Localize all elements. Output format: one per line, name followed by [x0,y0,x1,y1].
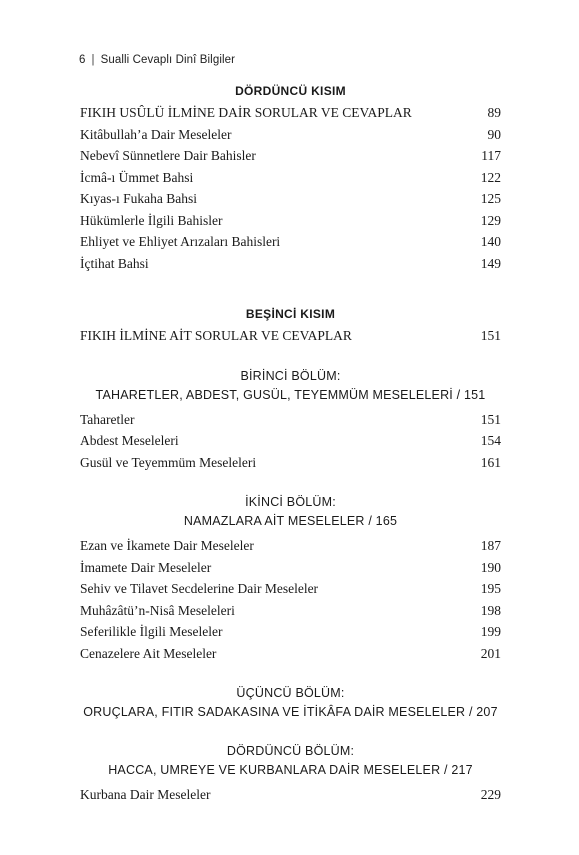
toc-entry-title: İçtihat Bahsi [80,255,149,271]
dot-leader [181,434,479,446]
toc-entry-page: 195 [480,581,501,596]
toc-entry-title: Cenazelere Ait Meseleler [80,645,217,661]
toc-entry-page: 151 [480,328,501,343]
toc-entry-title: Seferilikle İlgili Meseleler [80,624,223,639]
toc-entry-page: 89 [487,105,501,120]
toc-entry-page: 149 [480,255,501,271]
dot-leader [414,106,486,118]
toc-entry-title: Ezan ve İkamete Dair Meseleler [80,538,254,553]
dot-leader [137,413,479,425]
chapter-label-ucuncu-bolum: ÜÇÜNCÜ BÖLÜM: [236,686,345,700]
toc-entry-title: İmamete Dair Meseleler [80,559,212,575]
toc-entry-title: Ehliyet ve Ehliyet Arızaları Bahisleri [80,234,281,249]
toc-entry-page: 129 [480,212,501,228]
dot-leader [258,149,479,161]
table-of-contents [80,80,501,806]
running-head-separator: | [91,54,95,66]
chapter-label-dorduncu-bolum: DÖRDÜNCÜ BÖLÜM: [226,744,355,758]
toc-entry-page: 117 [481,148,501,163]
toc-entry [80,167,501,189]
dot-leader [354,329,479,341]
toc-entry-title: Kitâbullah’a Dair Meseleler [80,126,232,142]
chapter-label-ikinci-bolum: İKİNCİ BÖLÜM: [245,495,336,509]
page-number: 6 [79,54,86,66]
toc-entry-title: Gusül ve Teyemmüm Meseleleri [80,454,257,470]
running-head [79,54,235,66]
toc-entry-title: Nebevî Sünnetlere Dair Bahisler [80,148,256,163]
toc-entry-page: 90 [487,126,501,142]
toc-entry [80,600,501,622]
toc-entry [80,325,501,347]
toc-entry [80,621,501,643]
dot-leader [224,214,478,226]
dot-leader [256,539,479,551]
dot-leader [224,625,478,637]
toc-entry-page: 151 [480,411,501,427]
toc-entry [80,409,501,431]
dot-leader [218,647,478,659]
toc-entry-title: Kıyas-ı Fukaha Bahsi [80,191,197,206]
toc-entry [80,430,501,452]
toc-entry [80,231,501,253]
toc-entry-title: FIKIH USÛLÜ İLMİNE DAİR SORULAR VE CEVAPLAR [80,105,412,120]
toc-entry-page: 122 [480,169,501,185]
toc-entry-page: 125 [480,191,501,206]
toc-entry-page: 201 [480,645,501,661]
toc-entry-title: Sehiv ve Tilavet Secdelerine Dair Meseleler [80,581,319,596]
toc-entry-page: 199 [480,624,501,639]
toc-entry [80,188,501,210]
toc-entry-title: İcmâ-ı Ümmet Bahsi [80,169,194,185]
dot-leader [151,257,479,269]
chapter-title-ucuncu-bolum: ORUÇLARA, FITIR SADAKASINA VE İTİKÂFA DAİR MESELELER / 207 [83,705,498,719]
toc-entry-page: 229 [480,787,501,802]
chapter-label-birinci-bolum: BİRİNCİ BÖLÜM: [240,368,341,383]
chapter-title-dorduncu-bolum: HACCA, UMREYE VE KURBANLARA DAİR MESELELER / 217 [108,763,473,777]
dot-leader [212,788,478,800]
dot-leader [195,171,479,183]
toc-entry-page: 154 [480,433,501,448]
dot-leader [282,235,479,247]
dot-leader [213,561,479,573]
toc-entry-title: Kurbana Dair Meseleler [80,787,211,802]
toc-entry-page: 198 [480,602,501,618]
toc-entry-title: Taharetler [80,411,135,427]
part-heading-besinci-kisim: BEŞİNCİ KISIM [245,307,336,321]
toc-entry-page: 161 [480,454,501,470]
chapter-title-birinci-bolum: TAHARETLER, ABDEST, GUSÜL, TEYEMMÜM MESELELERİ / 151 [95,387,486,402]
toc-entry-title: Muhâzâtü’n-Nisâ Meseleleri [80,602,235,618]
toc-entry-page: 140 [480,234,501,249]
dot-leader [233,128,485,140]
toc-entry-title: FIKIH İLMİNE AİT SORULAR VE CEVAPLAR [80,328,352,343]
toc-entry [80,145,501,167]
toc-entry [80,253,501,275]
dot-leader [237,604,479,616]
toc-entry [80,124,501,146]
book-title: Sualli Cevaplı Dinî Bilgiler [100,54,236,66]
toc-entry [80,578,501,600]
toc-entry [80,102,501,124]
toc-entry-page: 187 [480,538,501,553]
toc-entry [80,643,501,665]
dot-leader [199,192,479,204]
toc-entry-title: Abdest Meseleleri [80,433,179,448]
toc-entry-page: 190 [480,559,501,575]
toc-entry [80,452,501,474]
toc-entry [80,210,501,232]
toc-entry [80,784,501,806]
toc-entry [80,535,501,557]
toc-entry-title: Hükümlerle İlgili Bahisler [80,212,223,228]
toc-entry [80,557,501,579]
part-heading-dorduncu-kisim: DÖRDÜNCÜ KISIM [235,84,346,98]
dot-leader [320,582,479,594]
chapter-title-ikinci-bolum: NAMAZLARA AİT MESELELER / 165 [183,514,398,528]
dot-leader [258,456,479,468]
